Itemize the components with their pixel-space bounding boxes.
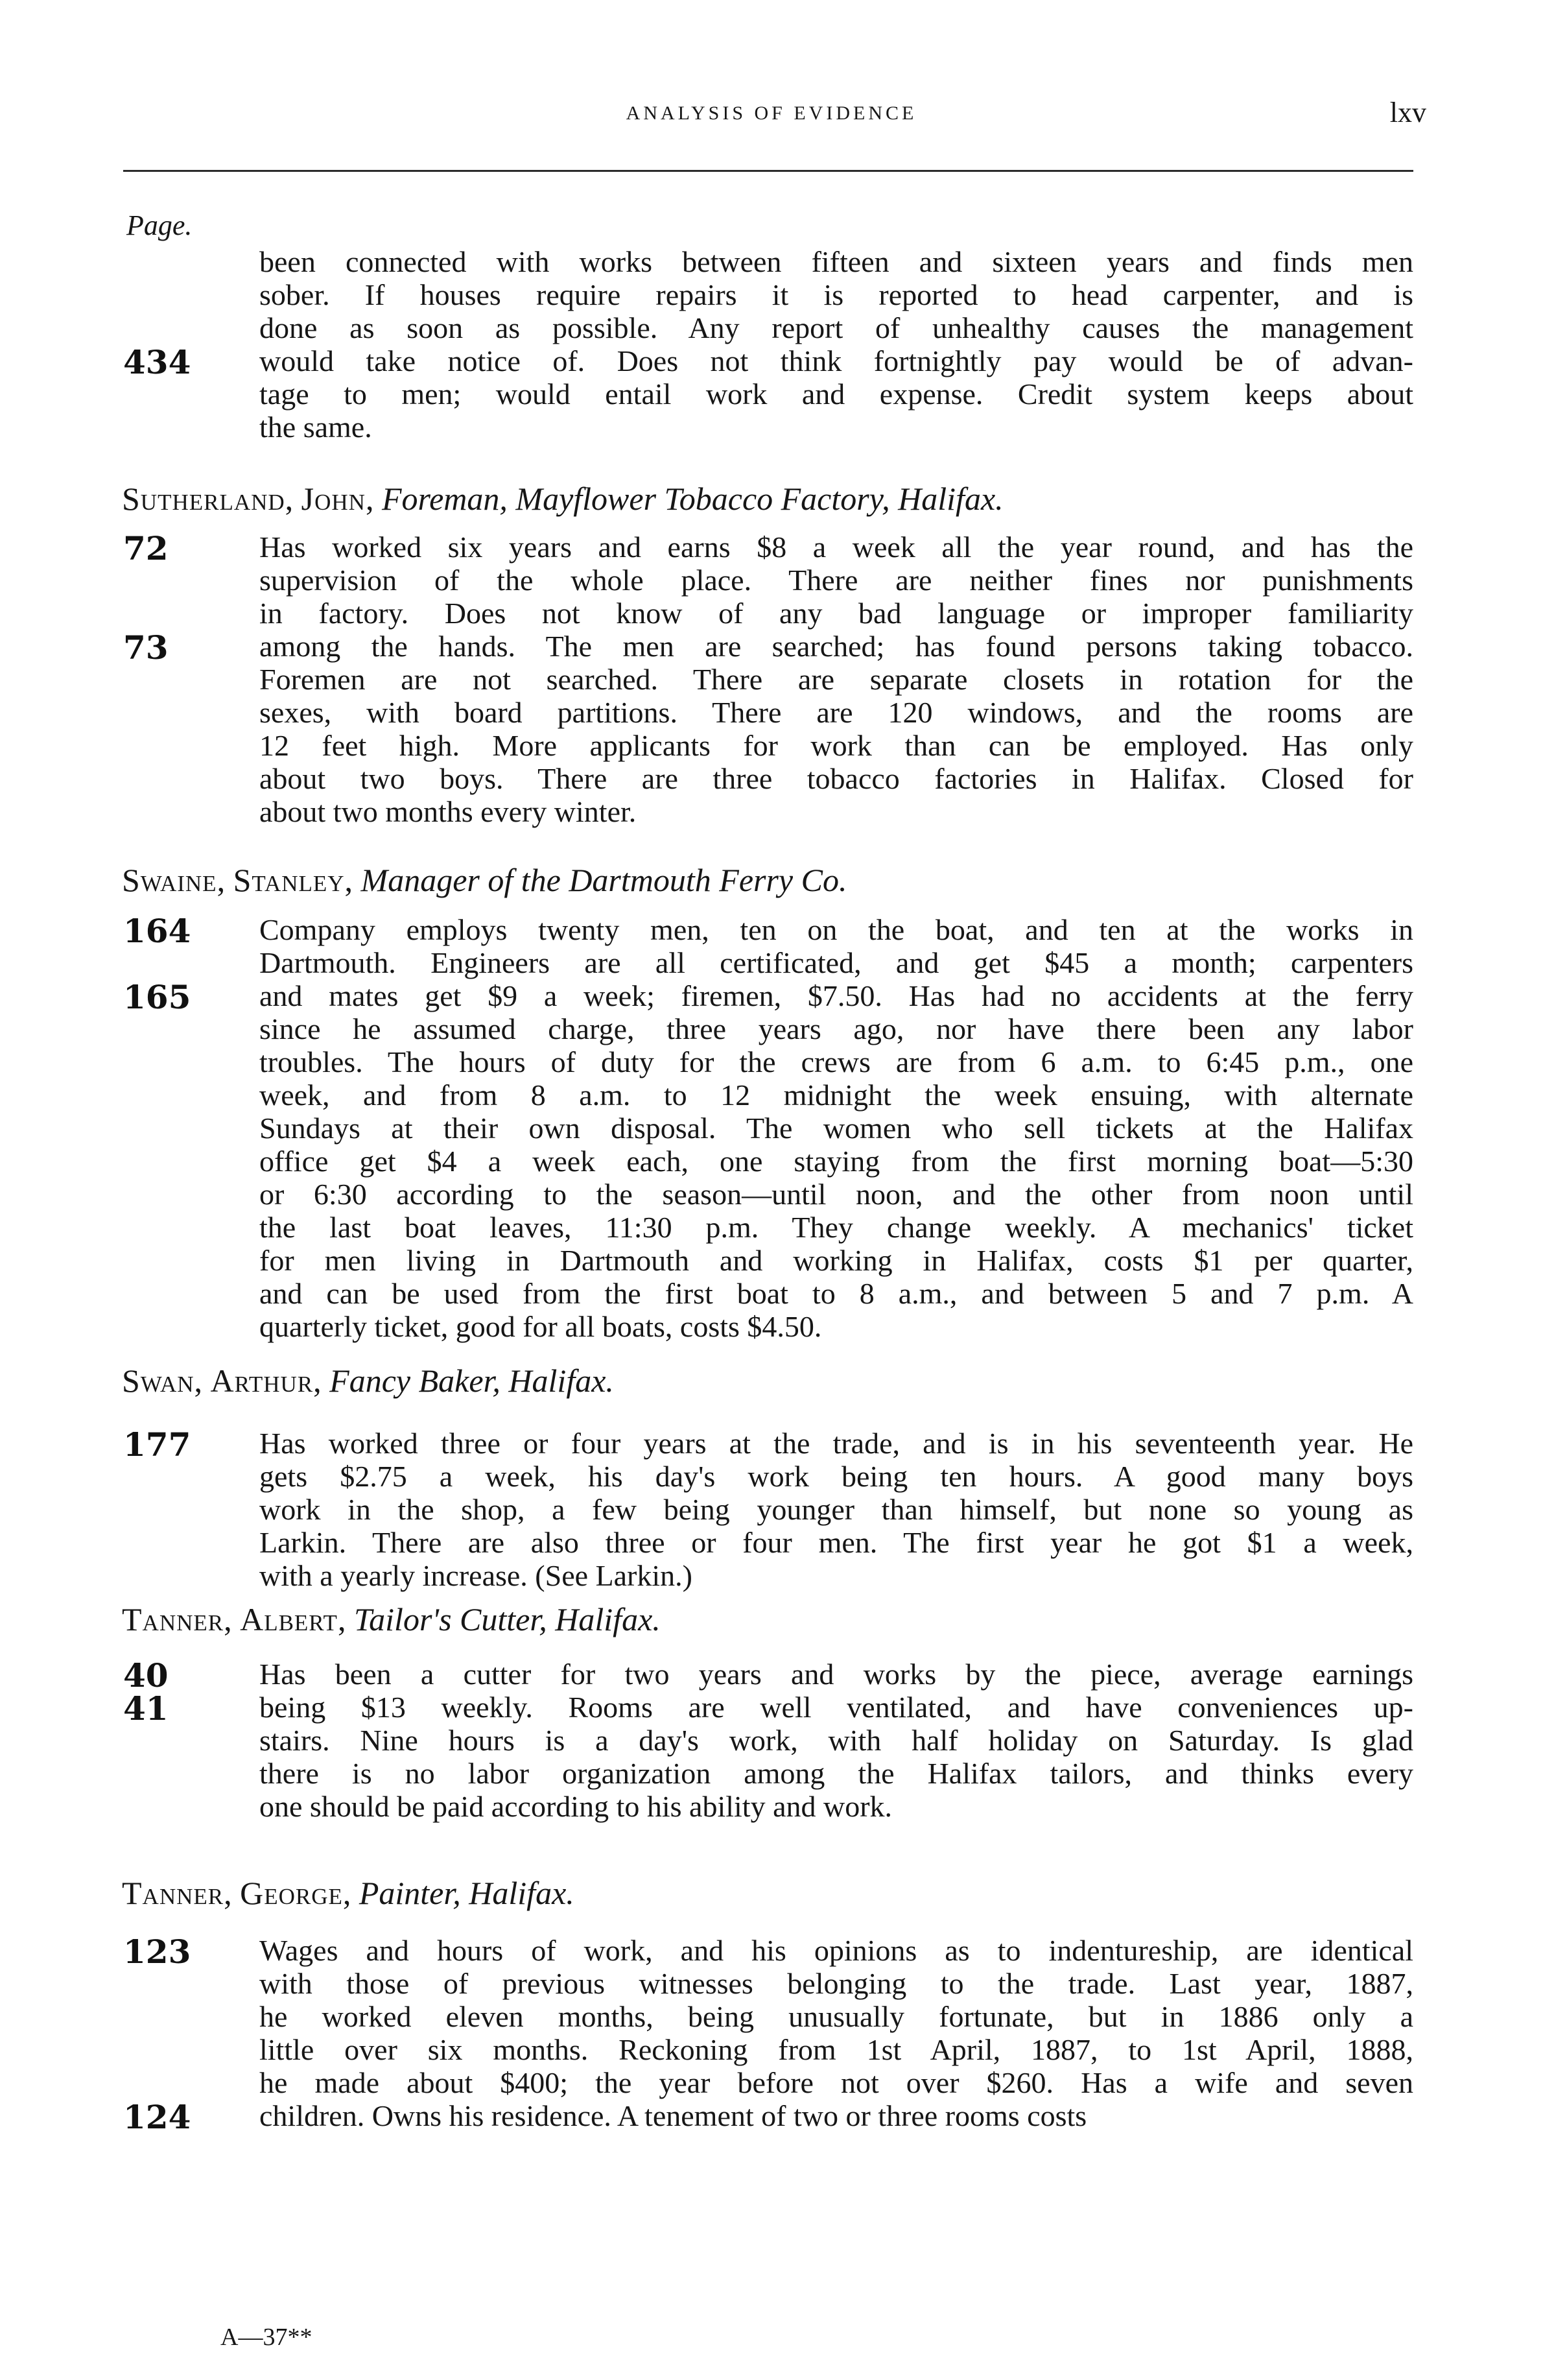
witness-role: Painter, Halifax. bbox=[359, 1875, 574, 1911]
entry-line: little over six months. Reckoning from 1st April, 1887, to 1st April, 1888, bbox=[259, 2033, 1413, 2066]
entry-line: one should be paid according to his ability and work. bbox=[259, 1790, 893, 1823]
margin-page-number: 41 bbox=[123, 1689, 169, 1728]
entry-line: Wages and hours of work, and his opinions as to indentureship, are identical bbox=[259, 1934, 1413, 1967]
witness-given-name: George bbox=[240, 1875, 343, 1911]
witness-heading: Sutherland, John, Foreman, Mayflower Tobacco Factory, Halifax. bbox=[122, 481, 1004, 517]
entry-line: sexes, with board partitions. There are 120 windows, and the rooms are bbox=[259, 696, 1413, 729]
intro-line: tage to men; would entail work and expense. Credit system keeps about bbox=[259, 377, 1413, 411]
entry-line: with those of previous witnesses belonging to the trade. Last year, 1887, bbox=[259, 1967, 1413, 2000]
witness-role: Tailor's Cutter, Halifax. bbox=[353, 1601, 661, 1637]
entry-line: Has worked six years and earns $8 a week all the year round, and has the bbox=[259, 530, 1413, 564]
entry-line: for men living in Dartmouth and working in Halifax, costs $1 per quarter, bbox=[259, 1244, 1413, 1277]
entry-line: office get $4 a week each, one staying from the first morning boat—5:30 bbox=[259, 1145, 1413, 1178]
page-number: lxv bbox=[1389, 97, 1426, 128]
intro-line: would take notice of. Does not think fortnightly pay would be of advan- bbox=[259, 344, 1413, 377]
witness-given-name: Stanley bbox=[233, 862, 345, 898]
intro-line: sober. If houses require repairs it is reported to head carpenter, and is bbox=[259, 278, 1413, 311]
entry-line: since he assumed charge, three years ago, nor have there been any labor bbox=[259, 1012, 1413, 1045]
entry-line: he made about $400; the year before not over $260. Has a wife and seven bbox=[259, 2066, 1413, 2099]
witness-given-name: Arthur bbox=[210, 1363, 314, 1399]
entry-line: with a yearly increase. (See Larkin.) bbox=[259, 1559, 692, 1592]
margin-page-number: 434 bbox=[123, 343, 191, 381]
entry-line: there is no labor organization among the Halifax tailors, and thinks every bbox=[259, 1757, 1413, 1790]
margin-page-number: 177 bbox=[123, 1425, 191, 1464]
intro-line: been connected with works between fifteen and sixteen years and finds men bbox=[259, 245, 1413, 278]
entry-line: and mates get $9 a week; firemen, $7.50. Has had no accidents at the ferry bbox=[259, 979, 1413, 1012]
witness-surname: Swan bbox=[122, 1363, 194, 1399]
entry-line: Larkin. There are also three or four men. The first year he got $1 a week, bbox=[259, 1526, 1413, 1559]
entry-line: Foremen are not searched. There are separate closets in rotation for the bbox=[259, 663, 1413, 696]
page-column-label: Page. bbox=[126, 209, 193, 241]
entry-line: or 6:30 according to the season—until noon, and the other from noon until bbox=[259, 1178, 1413, 1211]
margin-page-number: 73 bbox=[123, 628, 169, 667]
margin-page-number: 165 bbox=[123, 978, 191, 1016]
entry-line: week, and from 8 a.m. to 12 midnight the week ensuing, with alternate bbox=[259, 1078, 1413, 1112]
intro-line: the same. bbox=[259, 411, 372, 444]
entry-line: about two months every winter. bbox=[259, 795, 637, 828]
witness-heading: Swaine, Stanley, Manager of the Dartmouth Ferry Co. bbox=[122, 862, 847, 898]
entry-line: the last boat leaves, 11:30 p.m. They change weekly. A mechanics' ticket bbox=[259, 1211, 1413, 1244]
witness-given-name: John bbox=[301, 481, 366, 517]
margin-page-number: 123 bbox=[123, 1933, 191, 1971]
margin-page-number: 40 bbox=[123, 1656, 169, 1695]
margin-page-number: 124 bbox=[123, 2098, 191, 2136]
entry-line: Dartmouth. Engineers are all certificated, and get $45 a month; carpenters bbox=[259, 946, 1413, 979]
entry-line: he worked eleven months, being unusually fortunate, but in 1886 only a bbox=[259, 2000, 1413, 2033]
entry-line: troubles. The hours of duty for the crews are from 6 a.m. to 6:45 p.m., one bbox=[259, 1045, 1413, 1078]
witness-role: Foreman, Mayflower Tobacco Factory, Halifax. bbox=[381, 481, 1004, 517]
entry-line: children. Owns his residence. A tenement of two or three rooms costs bbox=[259, 2099, 1087, 2132]
entry-line: stairs. Nine hours is a day's work, with half holiday on Saturday. Is glad bbox=[259, 1724, 1413, 1757]
header-rule bbox=[123, 170, 1413, 172]
entry-line: Has been a cutter for two years and works by the piece, average earnings bbox=[259, 1658, 1413, 1691]
running-title: ANALYSIS OF EVIDENCE bbox=[626, 102, 917, 124]
witness-surname: Tanner bbox=[122, 1601, 224, 1637]
entry-line: being $13 weekly. Rooms are well ventilated, and have conveniences up- bbox=[259, 1691, 1413, 1724]
entry-line: supervision of the whole place. There are neither fines nor punishments bbox=[259, 564, 1413, 597]
witness-surname: Sutherland bbox=[122, 481, 285, 517]
entry-line: about two boys. There are three tobacco factories in Halifax. Closed for bbox=[259, 762, 1413, 795]
witness-role: Manager of the Dartmouth Ferry Co. bbox=[360, 862, 847, 898]
witness-heading: Tanner, George, Painter, Halifax. bbox=[122, 1875, 574, 1911]
witness-heading: Swan, Arthur, Fancy Baker, Halifax. bbox=[122, 1363, 614, 1399]
running-header bbox=[0, 96, 1543, 135]
witness-role: Fancy Baker, Halifax. bbox=[329, 1363, 614, 1399]
printer-signature: A—37** bbox=[220, 2324, 312, 2351]
entry-line: among the hands. The men are searched; has found persons taking tobacco. bbox=[259, 630, 1413, 663]
intro-line: done as soon as possible. Any report of unhealthy causes the management bbox=[259, 311, 1413, 344]
witness-given-name: Albert bbox=[240, 1601, 338, 1637]
entry-line: Has worked three or four years at the trade, and is in his seventeenth year. He bbox=[259, 1427, 1413, 1460]
entry-line: 12 feet high. More applicants for work than can be employed. Has only bbox=[259, 729, 1413, 762]
witness-surname: Tanner bbox=[122, 1875, 224, 1911]
margin-page-number: 72 bbox=[123, 529, 169, 567]
witness-surname: Swaine bbox=[122, 862, 217, 898]
witness-heading: Tanner, Albert, Tailor's Cutter, Halifax. bbox=[122, 1601, 661, 1637]
entry-line: Company employs twenty men, ten on the boat, and ten at the works in bbox=[259, 913, 1413, 946]
margin-page-number: 164 bbox=[123, 912, 191, 950]
entry-line: gets $2.75 a week, his day's work being ten hours. A good many boys bbox=[259, 1460, 1413, 1493]
entry-line: and can be used from the first boat to 8 a.m., and between 5 and 7 p.m. A bbox=[259, 1277, 1413, 1310]
entry-line: quarterly ticket, good for all boats, costs $4.50. bbox=[259, 1310, 822, 1343]
entry-line: work in the shop, a few being younger than himself, but none so young as bbox=[259, 1493, 1413, 1526]
entry-line: Sundays at their own disposal. The women who sell tickets at the Halifax bbox=[259, 1112, 1413, 1145]
entry-line: in factory. Does not know of any bad language or improper familiarity bbox=[259, 597, 1413, 630]
